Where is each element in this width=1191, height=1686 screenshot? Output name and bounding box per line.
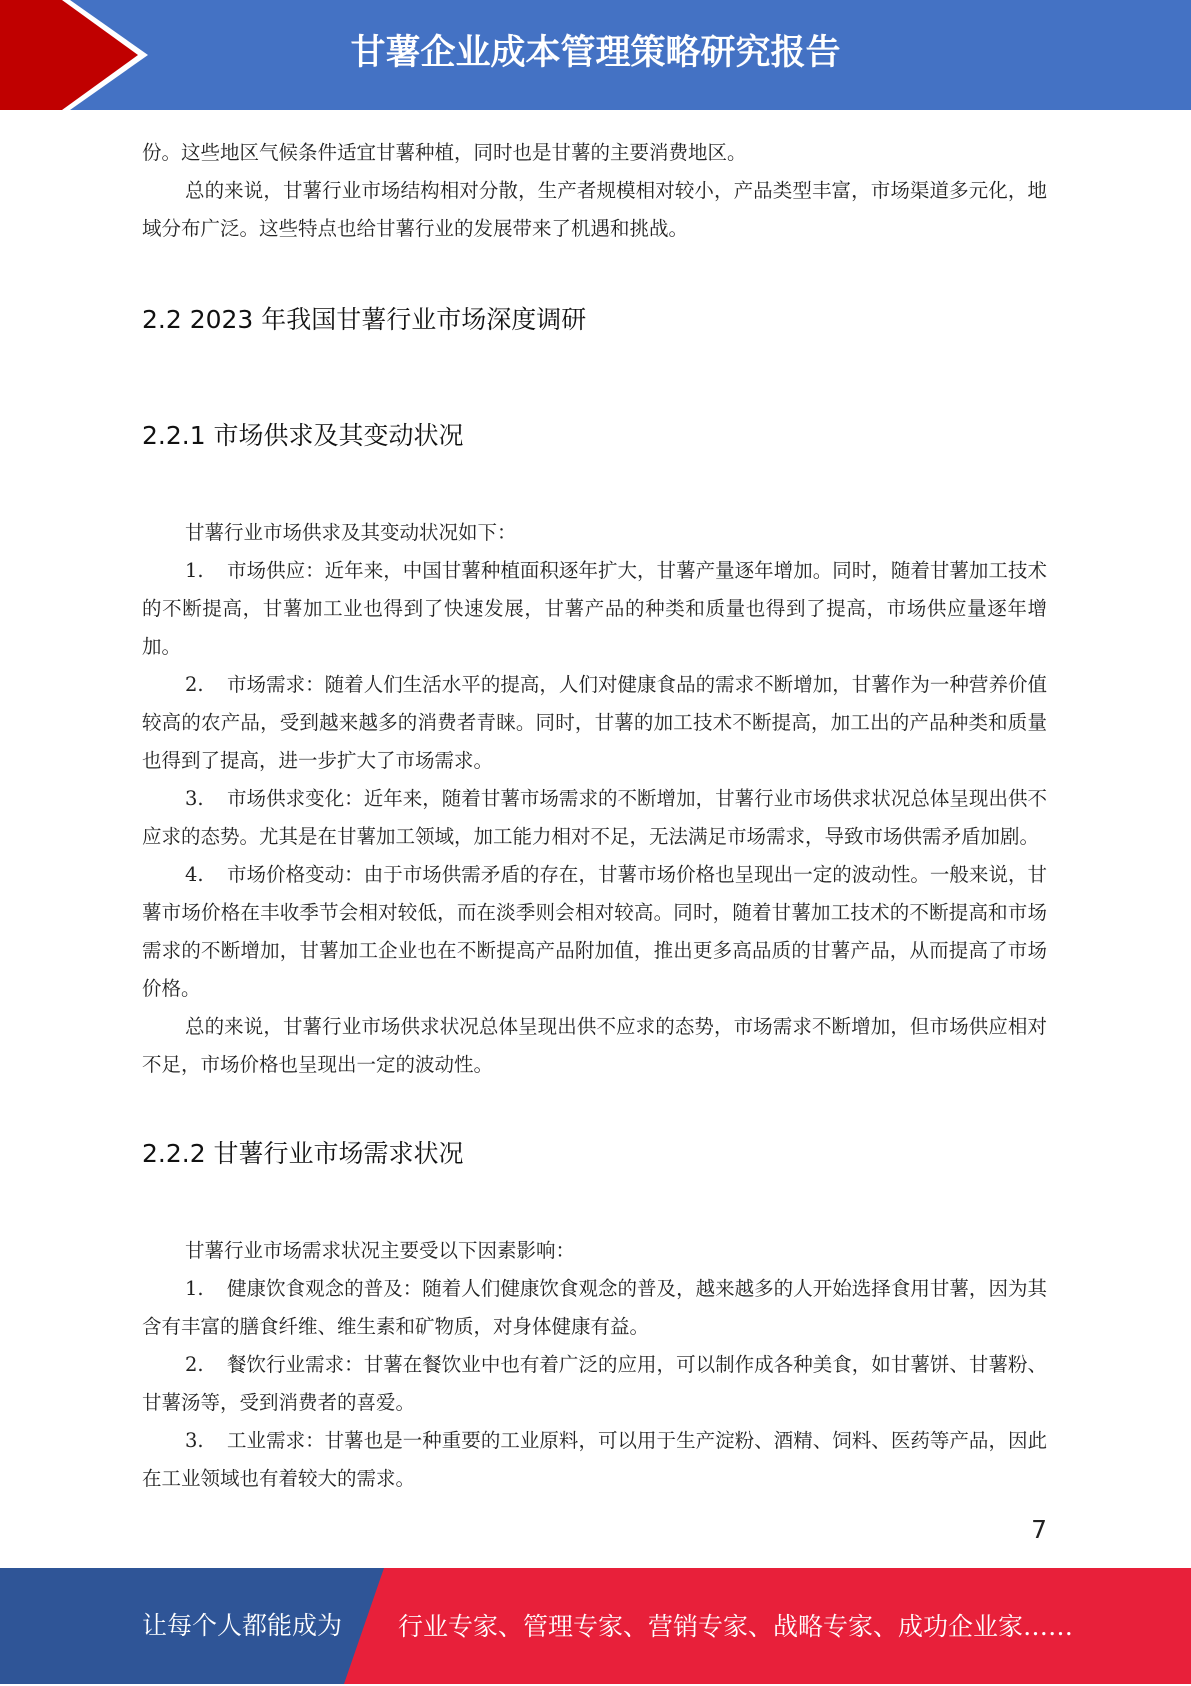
section-2-2-2-lead: 甘薯行业市场需求状况主要受以下因素影响： <box>185 1239 576 1262</box>
page-footer <box>0 1568 1191 1684</box>
section-2-2-1-summary: 总的来说，甘薯行业市场供求状况总体呈现出供不应求的态势，市场需求不断增加，但市场供应相对不足，市场价格也呈现出一定的波动性。 <box>142 1015 1047 1076</box>
list-item <box>142 666 1047 780</box>
list-item-number: 1. <box>185 559 204 582</box>
section-heading-2-2-2: 2.2.2 甘薯行业市场需求状况 <box>142 1139 464 1168</box>
intro-paragraph-1: 份。这些地区气候条件适宜甘薯种植，同时也是甘薯的主要消费地区。 <box>142 141 747 164</box>
footer-slogan-left: 让每个人都能成为 <box>142 1611 343 1640</box>
list-item-text: 市场供应：近年来，中国甘薯种植面积逐年扩大，甘薯产量逐年增加。同时，随着甘薯加工技术的不断提高，甘薯加工业也得到了快速发展，甘薯产品的种类和质量也得到了提高，市场供应量逐年增加。 <box>142 559 1047 658</box>
list-item <box>142 1270 1047 1346</box>
list-item-number: 1. <box>185 1277 204 1300</box>
list-item-text: 餐饮行业需求：甘薯在餐饮业中也有着广泛的应用，可以制作成各种美食，如甘薯饼、甘薯粉、甘薯汤等，受到消费者的喜爱。 <box>142 1353 1047 1414</box>
list-item-number: 3. <box>185 787 204 810</box>
footer-slogan-right: 行业专家、管理专家、营销专家、战略专家、成功企业家…… <box>398 1612 1074 1641</box>
list-item-text: 市场价格变动：由于市场供需矛盾的存在，甘薯市场价格也呈现出一定的波动性。一般来说，甘薯市场价格在丰收季节会相对较低，而在淡季则会相对较高。同时，随着甘薯加工技术的不断提高和市场需求的不断增加，甘薯加工企业也在不断提高产品附加值，推出更多高品质的甘薯产品，从而提高了市场价格。 <box>142 863 1047 1000</box>
list-item <box>142 856 1047 1008</box>
list-item-text: 市场需求：随着人们生活水平的提高，人们对健康食品的需求不断增加，甘薯作为一种营养价值较高的农产品，受到越来越多的消费者青睐。同时，甘薯的加工技术不断提高，加工出的产品种类和质量也得到了提高，进一步扩大了市场需求。 <box>142 673 1047 772</box>
list-item-text: 健康饮食观念的普及：随着人们健康饮食观念的普及，越来越多的人开始选择食用甘薯，因为其含有丰富的膳食纤维、维生素和矿物质，对身体健康有益。 <box>142 1277 1047 1338</box>
section-2-2-1-lead: 甘薯行业市场供求及其变动状况如下： <box>185 521 517 544</box>
header-title: 甘薯企业成本管理策略研究报告 <box>350 33 841 73</box>
list-item-number: 3. <box>185 1429 204 1452</box>
list-item-text: 工业需求：甘薯也是一种重要的工业原料，可以用于生产淀粉、酒精、饲料、医药等产品，因此在工业领域也有着较大的需求。 <box>142 1429 1047 1490</box>
list-item <box>142 780 1047 856</box>
list-item <box>142 1422 1047 1498</box>
page-header <box>0 0 1191 110</box>
list-item-number: 4. <box>185 863 204 886</box>
page-number: 7 <box>1031 1515 1047 1544</box>
list-item <box>142 552 1047 666</box>
list-item-number: 2. <box>185 673 204 696</box>
section-heading-2-2: 2.2 2023 年我国甘薯行业市场深度调研 <box>142 305 587 334</box>
intro-paragraph-2: 总的来说，甘薯行业市场结构相对分散，生产者规模相对较小，产品类型丰富，市场渠道多元化，地域分布广泛。这些特点也给甘薯行业的发展带来了机遇和挑战。 <box>142 179 1047 240</box>
section-heading-2-2-1: 2.2.1 市场供求及其变动状况 <box>142 421 464 450</box>
list-item <box>142 1346 1047 1422</box>
list-item-text: 市场供求变化：近年来，随着甘薯市场需求的不断增加，甘薯行业市场供求状况总体呈现出供不应求的态势。尤其是在甘薯加工领域，加工能力相对不足，无法满足市场需求，导致市场供需矛盾加剧。 <box>142 787 1047 848</box>
list-item-number: 2. <box>185 1353 204 1376</box>
page-content <box>142 134 1047 1498</box>
